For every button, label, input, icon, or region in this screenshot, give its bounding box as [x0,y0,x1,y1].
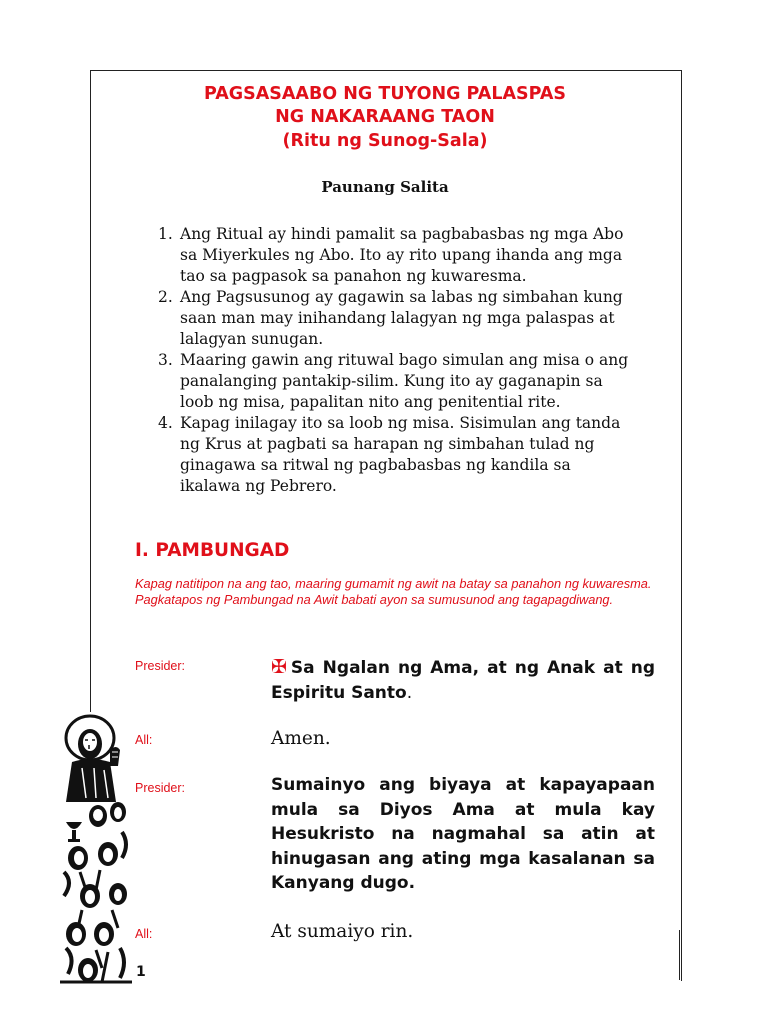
page-number: 1 [136,964,146,980]
speaker-label: Presider: [135,659,186,673]
title-line-1: PAGSASAABO NG TUYONG PALASPAS [204,84,566,104]
list-item-text: Maaring gawin ang rituwal bago simulan ang misa o ang panalanging pantakip-silim. Kung ito ay gaganapin sa loob ng misa, papalitan nito ang penitential rite. [180,351,629,411]
speaker-label: Presider: [135,781,186,795]
response-main: Sa Ngalan ng Ama, at ng Anak at ng Espiritu Santo [271,658,655,703]
rubric-text: Kapag natitipon na ang tao, maaring gumamit ng awit na batay sa panahon ng kuwaresma. Pagkatapos ng Pambungad na Awit babati ayon sa sumusunod ang tagapagdiwang. [135,576,652,607]
list-item [150,287,630,350]
title-line-3: (Ritu ng Sunog-Sala) [282,131,488,151]
list-item [150,350,630,413]
intro-heading: Paunang Salita [321,178,449,196]
christ-disciples-illustration [60,712,132,994]
section-heading: I. PAMBUNGAD [135,540,290,561]
title-line-2: NG NAKARAANG TAON [275,107,495,127]
intro-list [150,224,630,497]
response-text: At sumaiyo rin. [271,921,414,942]
border-gap-line [679,930,680,980]
list-item-number: 4. [158,414,173,432]
response-text: Amen. [271,728,331,749]
list-item-number: 1. [158,225,173,243]
cross-icon: ✠ [271,656,287,678]
response-tail: . [406,682,413,703]
list-item-number: 2. [158,288,173,306]
speaker-label: All: [135,927,153,941]
list-item [150,413,630,497]
list-item-text: Ang Pagsusunog ay gagawin sa labas ng simbahan kung saan man may inihandang lalagyan ng mga palaspas at lalagyan sunugan. [180,288,623,348]
list-item-number: 3. [158,351,173,369]
speaker-label: All: [135,733,153,747]
response-text [271,655,655,705]
response-text: Sumainyo ang biyaya at kapayapaan mula sa Diyos Ama at mula kay Hesukristo na nagmahal sa atin at hinugasan ang ating mga kasalanan sa Kanyang dugo. [271,775,655,893]
list-item [150,224,630,287]
list-item-text: Ang Ritual ay hindi pamalit sa pagbabasbas ng mga Abo sa Miyerkules ng Abo. Ito ay rito upang ihanda ang mga tao sa pagpasok sa panahon ng kuwaresma. [180,225,624,285]
list-item-text: Kapag inilagay ito sa loob ng misa. Sisimulan ang tanda ng Krus at pagbati sa harapan ng simbahan tulad ng ginagawa sa ritwal ng pagbabasbas ng kandila sa ikalawa ng Pebrero. [180,414,621,495]
